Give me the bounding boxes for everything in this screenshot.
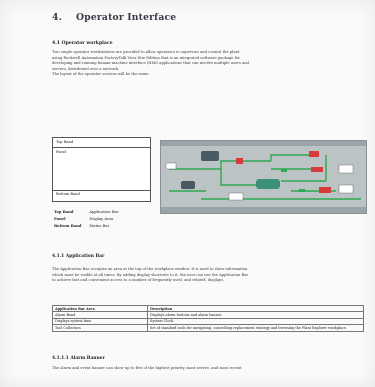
instrument-box [229,193,243,200]
paragraph-line: which must be visible at all times. By adding display shortcuts to it, the user can use the Application Bar [52,272,249,277]
table-cell: Alarm Band [53,312,148,318]
table-cell: Set of standard tools for navigating, controlling replacement strategy and browsing the Plant Explorer workplace. [148,325,364,331]
tank-icon [256,179,280,189]
valve-icon [236,158,243,164]
indicator-icon [281,169,287,172]
table-cell: Displays system time [53,318,148,324]
table-cell: Displays alarm buttons and alarm banner. [148,312,364,318]
screen-layout-diagram [52,137,151,202]
instrument-box [339,185,353,193]
section-heading [52,12,176,23]
legend-row [54,217,125,222]
section-number: 4. [52,12,62,23]
tank-icon [181,181,195,189]
application-bar-paragraph [52,267,364,284]
paragraph-line: developing and running human-machine interface (HMI) applications that can involve multiple users and [52,61,249,65]
hmi-process-graphic [161,141,366,213]
application-bar-table [52,305,364,332]
legend-row [54,224,125,229]
paragraph-line: The alarm and event banner can show up to five of the highest priority, most severe, and most recent [52,366,242,370]
paragraph-line: to achieve fast and convenient access to a number of frequently used, and related, displays. [52,278,225,282]
table-header: Description [148,306,364,312]
section-title: Operator Interface [76,12,177,23]
layout-panel: Panel [53,147,150,191]
alarm-banner-paragraph [52,366,364,372]
alarm-banner-heading: 4.1.1.1 Alarm Banner [52,356,105,361]
legend-value: Display Area [89,216,114,221]
paragraph-line: Two single operator workstations are provided to allow operators to supervise and control the plant [52,50,240,54]
tank-icon [201,151,219,161]
paragraph-line: The layout of the operator screens will be the same: [52,72,150,76]
legend-value: Status Bar [89,223,110,228]
layout-top-band: Top Band [53,138,150,148]
layout-bottom-band: Bottom Band [56,192,80,196]
instrument-box [339,165,353,173]
process-pipes [169,155,361,199]
workplace-paragraph [52,50,364,78]
legend-key: Top Band [54,210,74,214]
legend-key: Panel [54,216,66,221]
hmi-status-bar [161,207,366,213]
legend-key: Bottom Band [54,223,82,228]
instrument-box [166,163,176,169]
hmi-screenshot [160,140,367,214]
hmi-title-bar [161,141,366,146]
paragraph-line: The Application Bar occupies an area at the top of the workplace window. It is used to show information [52,267,248,271]
workplace-heading: 4.1 Operator workplace [52,41,113,46]
valve-icon [309,151,319,157]
layout-legend [52,208,127,230]
valve-icon [311,167,323,172]
table-header: Application Bar Area [53,306,148,312]
table-cell: Tool Collection [53,325,148,331]
indicator-icon [299,189,305,192]
legend-value: Application Bar [89,210,119,214]
application-bar-heading: 4.1.1 Application Bar [52,254,105,259]
table-cell: System Clock [148,318,364,324]
paragraph-line: using Rockwell Automation FactoryTalk View Site Edition that is an integrated software package for [52,55,240,60]
table-row [53,325,364,331]
valve-icon [319,187,331,193]
legend-row [54,210,125,215]
paragraph-line: servers, distributed over a network. [52,66,120,71]
